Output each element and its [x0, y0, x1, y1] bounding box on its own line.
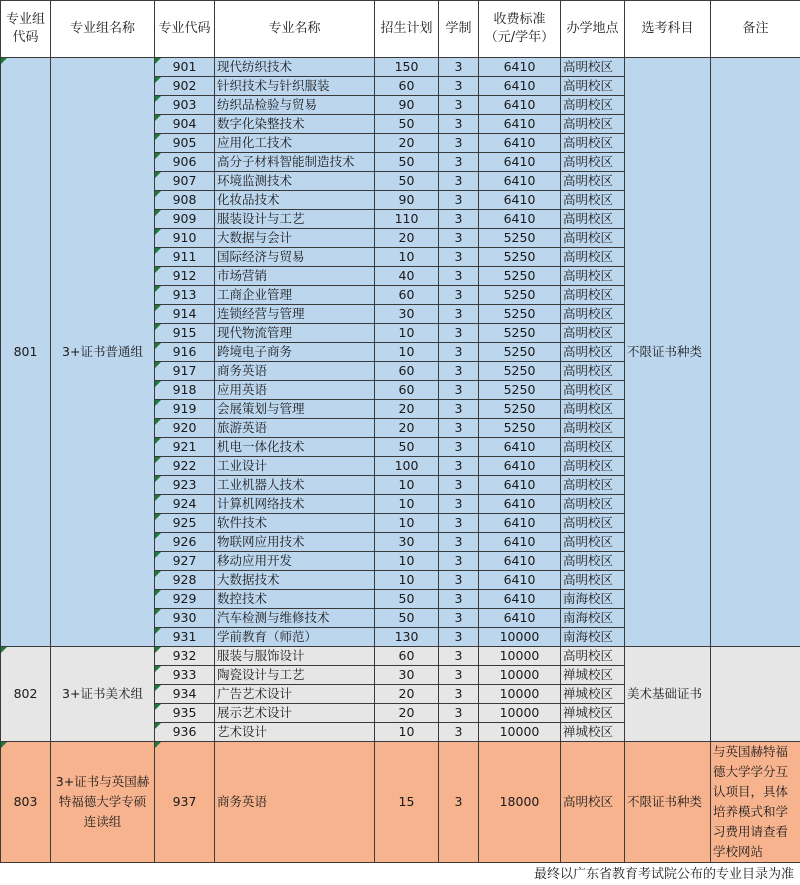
years-cell[interactable]: 3 [439, 704, 479, 723]
major-code-cell[interactable]: 928 [155, 571, 215, 590]
plan-cell[interactable]: 50 [375, 153, 439, 172]
plan-cell[interactable]: 10 [375, 343, 439, 362]
campus-cell[interactable]: 高明校区 [561, 96, 625, 115]
fee-cell[interactable]: 6410 [479, 153, 561, 172]
major-name-cell[interactable]: 计算机网络技术 [215, 495, 375, 514]
header-fee[interactable]: 收费标准（元/学年） [479, 1, 561, 58]
major-code-cell[interactable]: 927 [155, 552, 215, 571]
campus-cell[interactable]: 高明校区 [561, 476, 625, 495]
major-name-cell[interactable]: 环境监测技术 [215, 172, 375, 191]
campus-cell[interactable]: 高明校区 [561, 153, 625, 172]
subject-cell[interactable]: 美术基础证书 [625, 647, 711, 742]
major-code-cell[interactable]: 916 [155, 343, 215, 362]
fee-cell[interactable]: 6410 [479, 476, 561, 495]
group-code-cell[interactable]: 801 [1, 58, 51, 647]
plan-cell[interactable]: 60 [375, 286, 439, 305]
major-name-cell[interactable]: 艺术设计 [215, 723, 375, 742]
major-code-cell[interactable]: 931 [155, 628, 215, 647]
footer-note: 最终以广东省教育考试院公布的专业目录为准 [0, 863, 800, 885]
years-cell[interactable]: 3 [439, 286, 479, 305]
campus-cell[interactable]: 高明校区 [561, 343, 625, 362]
major-code-cell[interactable]: 937 [155, 742, 215, 863]
major-code-cell[interactable]: 918 [155, 381, 215, 400]
note-cell[interactable]: 与英国赫特福德大学学分互认项目，具体培养模式和学习费用请查看学校网站 [711, 742, 800, 863]
major-name-cell[interactable]: 汽车检测与维修技术 [215, 609, 375, 628]
major-name-cell[interactable]: 机电一体化技术 [215, 438, 375, 457]
major-code-cell[interactable]: 913 [155, 286, 215, 305]
campus-cell[interactable]: 高明校区 [561, 229, 625, 248]
fee-cell[interactable]: 10000 [479, 628, 561, 647]
group-code-cell[interactable]: 802 [1, 647, 51, 742]
major-code-cell[interactable]: 909 [155, 210, 215, 229]
years-cell[interactable]: 3 [439, 115, 479, 134]
campus-cell[interactable]: 禅城校区 [561, 704, 625, 723]
fee-cell[interactable]: 6410 [479, 533, 561, 552]
note-cell[interactable] [711, 647, 800, 742]
plan-cell[interactable]: 30 [375, 305, 439, 324]
campus-cell[interactable]: 高明校区 [561, 248, 625, 267]
campus-cell[interactable]: 高明校区 [561, 267, 625, 286]
major-name-cell[interactable]: 应用化工技术 [215, 134, 375, 153]
major-name-cell[interactable]: 国际经济与贸易 [215, 248, 375, 267]
plan-cell[interactable]: 20 [375, 400, 439, 419]
fee-cell[interactable]: 6410 [479, 134, 561, 153]
plan-cell[interactable]: 50 [375, 172, 439, 191]
major-name-cell[interactable]: 纺织品检验与贸易 [215, 96, 375, 115]
major-code-cell[interactable]: 924 [155, 495, 215, 514]
fee-cell[interactable]: 5250 [479, 419, 561, 438]
plan-cell[interactable]: 20 [375, 134, 439, 153]
campus-cell[interactable]: 高明校区 [561, 58, 625, 77]
fee-cell[interactable]: 5250 [479, 324, 561, 343]
campus-cell[interactable]: 高明校区 [561, 115, 625, 134]
major-name-cell[interactable]: 会展策划与管理 [215, 400, 375, 419]
years-cell[interactable]: 3 [439, 495, 479, 514]
campus-cell[interactable]: 高明校区 [561, 77, 625, 96]
years-cell[interactable]: 3 [439, 362, 479, 381]
plan-cell[interactable]: 10 [375, 723, 439, 742]
major-name-cell[interactable]: 学前教育（师范） [215, 628, 375, 647]
plan-cell[interactable]: 50 [375, 590, 439, 609]
fee-cell[interactable]: 6410 [479, 571, 561, 590]
major-code-cell[interactable]: 914 [155, 305, 215, 324]
plan-cell[interactable]: 20 [375, 229, 439, 248]
campus-cell[interactable]: 高明校区 [561, 552, 625, 571]
years-cell[interactable]: 3 [439, 134, 479, 153]
plan-cell[interactable]: 10 [375, 248, 439, 267]
plan-cell[interactable]: 10 [375, 514, 439, 533]
group-name-cell[interactable]: 3+证书美术组 [51, 647, 155, 742]
years-cell[interactable]: 3 [439, 58, 479, 77]
years-cell[interactable]: 3 [439, 742, 479, 863]
plan-cell[interactable]: 60 [375, 77, 439, 96]
plan-cell[interactable]: 60 [375, 381, 439, 400]
major-name-cell[interactable]: 针织技术与针织服装 [215, 77, 375, 96]
fee-cell[interactable]: 6410 [479, 438, 561, 457]
group-name-cell[interactable]: 3+证书普通组 [51, 58, 155, 647]
fee-cell[interactable]: 6410 [479, 172, 561, 191]
years-cell[interactable]: 3 [439, 191, 479, 210]
campus-cell[interactable]: 高明校区 [561, 305, 625, 324]
header-group-code[interactable]: 专业组代码 [1, 1, 51, 58]
group-name-cell[interactable]: 3+证书与英国赫特福德大学专硕连读组 [51, 742, 155, 863]
major-name-cell[interactable]: 连锁经营与管理 [215, 305, 375, 324]
years-cell[interactable]: 3 [439, 77, 479, 96]
fee-cell[interactable]: 5250 [479, 248, 561, 267]
major-code-cell[interactable]: 904 [155, 115, 215, 134]
plan-cell[interactable]: 90 [375, 191, 439, 210]
years-cell[interactable]: 3 [439, 267, 479, 286]
major-code-cell[interactable]: 920 [155, 419, 215, 438]
fee-cell[interactable]: 6410 [479, 96, 561, 115]
header-note[interactable]: 备注 [711, 1, 800, 58]
fee-cell[interactable]: 5250 [479, 343, 561, 362]
years-cell[interactable]: 3 [439, 153, 479, 172]
years-cell[interactable]: 3 [439, 210, 479, 229]
years-cell[interactable]: 3 [439, 685, 479, 704]
fee-cell[interactable]: 6410 [479, 514, 561, 533]
major-code-cell[interactable]: 919 [155, 400, 215, 419]
campus-cell[interactable]: 南海校区 [561, 628, 625, 647]
years-cell[interactable]: 3 [439, 457, 479, 476]
major-code-cell[interactable]: 901 [155, 58, 215, 77]
major-code-cell[interactable]: 906 [155, 153, 215, 172]
plan-cell[interactable]: 10 [375, 476, 439, 495]
plan-cell[interactable]: 110 [375, 210, 439, 229]
years-cell[interactable]: 3 [439, 666, 479, 685]
major-name-cell[interactable]: 陶瓷设计与工艺 [215, 666, 375, 685]
plan-cell[interactable]: 40 [375, 267, 439, 286]
major-name-cell[interactable]: 广告艺术设计 [215, 685, 375, 704]
years-cell[interactable]: 3 [439, 514, 479, 533]
fee-cell[interactable]: 6410 [479, 58, 561, 77]
campus-cell[interactable]: 高明校区 [561, 191, 625, 210]
campus-cell[interactable]: 高明校区 [561, 419, 625, 438]
campus-cell[interactable]: 高明校区 [561, 647, 625, 666]
campus-cell[interactable]: 高明校区 [561, 362, 625, 381]
major-name-cell[interactable]: 大数据技术 [215, 571, 375, 590]
header-major-code[interactable]: 专业代码 [155, 1, 215, 58]
campus-cell[interactable]: 南海校区 [561, 609, 625, 628]
fee-cell[interactable]: 6410 [479, 191, 561, 210]
major-name-cell[interactable]: 工业机器人技术 [215, 476, 375, 495]
years-cell[interactable]: 3 [439, 305, 479, 324]
years-cell[interactable]: 3 [439, 552, 479, 571]
campus-cell[interactable]: 高明校区 [561, 495, 625, 514]
fee-cell[interactable]: 6410 [479, 495, 561, 514]
fee-cell[interactable]: 6410 [479, 210, 561, 229]
major-name-cell[interactable]: 现代纺织技术 [215, 58, 375, 77]
major-code-cell[interactable]: 908 [155, 191, 215, 210]
major-name-cell[interactable]: 商务英语 [215, 362, 375, 381]
major-code-cell[interactable]: 905 [155, 134, 215, 153]
major-code-cell[interactable]: 934 [155, 685, 215, 704]
plan-cell[interactable]: 150 [375, 58, 439, 77]
plan-cell[interactable]: 20 [375, 685, 439, 704]
campus-cell[interactable]: 高明校区 [561, 400, 625, 419]
major-name-cell[interactable]: 工商企业管理 [215, 286, 375, 305]
major-name-cell[interactable]: 应用英语 [215, 381, 375, 400]
major-name-cell[interactable]: 物联网应用技术 [215, 533, 375, 552]
years-cell[interactable]: 3 [439, 590, 479, 609]
major-name-cell[interactable]: 数字化染整技术 [215, 115, 375, 134]
fee-cell[interactable]: 5250 [479, 229, 561, 248]
major-code-cell[interactable]: 912 [155, 267, 215, 286]
major-name-cell[interactable]: 大数据与会计 [215, 229, 375, 248]
years-cell[interactable]: 3 [439, 419, 479, 438]
plan-cell[interactable]: 50 [375, 115, 439, 134]
major-code-cell[interactable]: 932 [155, 647, 215, 666]
major-code-cell[interactable]: 935 [155, 704, 215, 723]
fee-cell[interactable]: 5250 [479, 362, 561, 381]
fee-cell[interactable]: 10000 [479, 704, 561, 723]
years-cell[interactable]: 3 [439, 628, 479, 647]
years-cell[interactable]: 3 [439, 533, 479, 552]
major-code-cell[interactable]: 929 [155, 590, 215, 609]
fee-cell[interactable]: 5250 [479, 381, 561, 400]
major-name-cell[interactable]: 展示艺术设计 [215, 704, 375, 723]
fee-cell[interactable]: 10000 [479, 647, 561, 666]
group-code-cell[interactable]: 803 [1, 742, 51, 863]
plan-cell[interactable]: 30 [375, 666, 439, 685]
table-row [1, 647, 800, 666]
campus-cell[interactable]: 高明校区 [561, 381, 625, 400]
major-code-cell[interactable]: 910 [155, 229, 215, 248]
header-campus[interactable]: 办学地点 [561, 1, 625, 58]
table-row [1, 58, 800, 77]
major-name-cell[interactable]: 商务英语 [215, 742, 375, 863]
campus-cell[interactable]: 高明校区 [561, 533, 625, 552]
campus-cell[interactable]: 禅城校区 [561, 723, 625, 742]
major-name-cell[interactable]: 工业设计 [215, 457, 375, 476]
header-group-name[interactable]: 专业组名称 [51, 1, 155, 58]
fee-cell[interactable]: 5250 [479, 305, 561, 324]
years-cell[interactable]: 3 [439, 647, 479, 666]
years-cell[interactable]: 3 [439, 571, 479, 590]
header-major-name[interactable]: 专业名称 [215, 1, 375, 58]
years-cell[interactable]: 3 [439, 324, 479, 343]
fee-cell[interactable]: 6410 [479, 552, 561, 571]
major-code-cell[interactable]: 922 [155, 457, 215, 476]
header-subject[interactable]: 选考科目 [625, 1, 711, 58]
note-cell[interactable] [711, 58, 800, 647]
fee-cell[interactable]: 6410 [479, 115, 561, 134]
campus-cell[interactable]: 高明校区 [561, 286, 625, 305]
fee-cell[interactable]: 10000 [479, 685, 561, 704]
header-plan[interactable]: 招生计划 [375, 1, 439, 58]
major-code-cell[interactable]: 902 [155, 77, 215, 96]
fee-cell[interactable]: 6410 [479, 609, 561, 628]
campus-cell[interactable]: 高明校区 [561, 134, 625, 153]
header-row [1, 1, 800, 58]
plan-cell[interactable]: 100 [375, 457, 439, 476]
fee-cell[interactable]: 5250 [479, 400, 561, 419]
fee-cell[interactable]: 6410 [479, 590, 561, 609]
campus-cell[interactable]: 高明校区 [561, 457, 625, 476]
fee-cell[interactable]: 5250 [479, 286, 561, 305]
subject-cell[interactable]: 不限证书种类 [625, 742, 711, 863]
years-cell[interactable]: 3 [439, 723, 479, 742]
campus-cell[interactable]: 高明校区 [561, 324, 625, 343]
plan-cell[interactable]: 10 [375, 552, 439, 571]
plan-cell[interactable]: 30 [375, 533, 439, 552]
header-years[interactable]: 学制 [439, 1, 479, 58]
fee-cell[interactable]: 10000 [479, 666, 561, 685]
plan-cell[interactable]: 50 [375, 438, 439, 457]
campus-cell[interactable]: 禅城校区 [561, 685, 625, 704]
fee-cell[interactable]: 6410 [479, 77, 561, 96]
years-cell[interactable]: 3 [439, 96, 479, 115]
fee-cell[interactable]: 6410 [479, 457, 561, 476]
campus-cell[interactable]: 高明校区 [561, 172, 625, 191]
major-code-cell[interactable]: 926 [155, 533, 215, 552]
years-cell[interactable]: 3 [439, 229, 479, 248]
plan-cell[interactable]: 10 [375, 495, 439, 514]
major-name-cell[interactable]: 旅游英语 [215, 419, 375, 438]
subject-cell[interactable]: 不限证书种类 [625, 58, 711, 647]
major-name-cell[interactable]: 移动应用开发 [215, 552, 375, 571]
years-cell[interactable]: 3 [439, 248, 479, 267]
major-code-cell[interactable]: 923 [155, 476, 215, 495]
plan-cell[interactable]: 10 [375, 571, 439, 590]
major-code-cell[interactable]: 925 [155, 514, 215, 533]
major-code-cell[interactable]: 917 [155, 362, 215, 381]
major-name-cell[interactable]: 化妆品技术 [215, 191, 375, 210]
major-code-cell[interactable]: 903 [155, 96, 215, 115]
campus-cell[interactable]: 高明校区 [561, 210, 625, 229]
campus-cell[interactable]: 南海校区 [561, 590, 625, 609]
major-name-cell[interactable]: 服装与服饰设计 [215, 647, 375, 666]
campus-cell[interactable]: 高明校区 [561, 514, 625, 533]
plan-cell[interactable]: 20 [375, 419, 439, 438]
plan-cell[interactable]: 60 [375, 647, 439, 666]
plan-cell[interactable]: 50 [375, 609, 439, 628]
major-name-cell[interactable]: 服装设计与工艺 [215, 210, 375, 229]
major-name-cell[interactable]: 高分子材料智能制造技术 [215, 153, 375, 172]
years-cell[interactable]: 3 [439, 400, 479, 419]
major-code-cell[interactable]: 921 [155, 438, 215, 457]
major-code-cell[interactable]: 936 [155, 723, 215, 742]
major-code-cell[interactable]: 930 [155, 609, 215, 628]
years-cell[interactable]: 3 [439, 172, 479, 191]
campus-cell[interactable]: 高明校区 [561, 571, 625, 590]
plan-cell[interactable]: 15 [375, 742, 439, 863]
table-row [1, 742, 800, 863]
major-code-cell[interactable]: 907 [155, 172, 215, 191]
major-code-cell[interactable]: 933 [155, 666, 215, 685]
years-cell[interactable]: 3 [439, 438, 479, 457]
fee-cell[interactable]: 18000 [479, 742, 561, 863]
plan-cell[interactable]: 20 [375, 704, 439, 723]
major-name-cell[interactable]: 跨境电子商务 [215, 343, 375, 362]
campus-cell[interactable]: 高明校区 [561, 742, 625, 863]
major-code-cell[interactable]: 911 [155, 248, 215, 267]
years-cell[interactable]: 3 [439, 609, 479, 628]
plan-cell[interactable]: 60 [375, 362, 439, 381]
years-cell[interactable]: 3 [439, 476, 479, 495]
plan-cell[interactable]: 90 [375, 96, 439, 115]
major-name-cell[interactable]: 软件技术 [215, 514, 375, 533]
fee-cell[interactable]: 5250 [479, 267, 561, 286]
major-name-cell[interactable]: 现代物流管理 [215, 324, 375, 343]
major-code-cell[interactable]: 915 [155, 324, 215, 343]
campus-cell[interactable]: 禅城校区 [561, 666, 625, 685]
major-name-cell[interactable]: 市场营销 [215, 267, 375, 286]
fee-cell[interactable]: 10000 [479, 723, 561, 742]
major-name-cell[interactable]: 数控技术 [215, 590, 375, 609]
years-cell[interactable]: 3 [439, 343, 479, 362]
plan-cell[interactable]: 10 [375, 324, 439, 343]
campus-cell[interactable]: 高明校区 [561, 438, 625, 457]
plan-cell[interactable]: 130 [375, 628, 439, 647]
years-cell[interactable]: 3 [439, 381, 479, 400]
